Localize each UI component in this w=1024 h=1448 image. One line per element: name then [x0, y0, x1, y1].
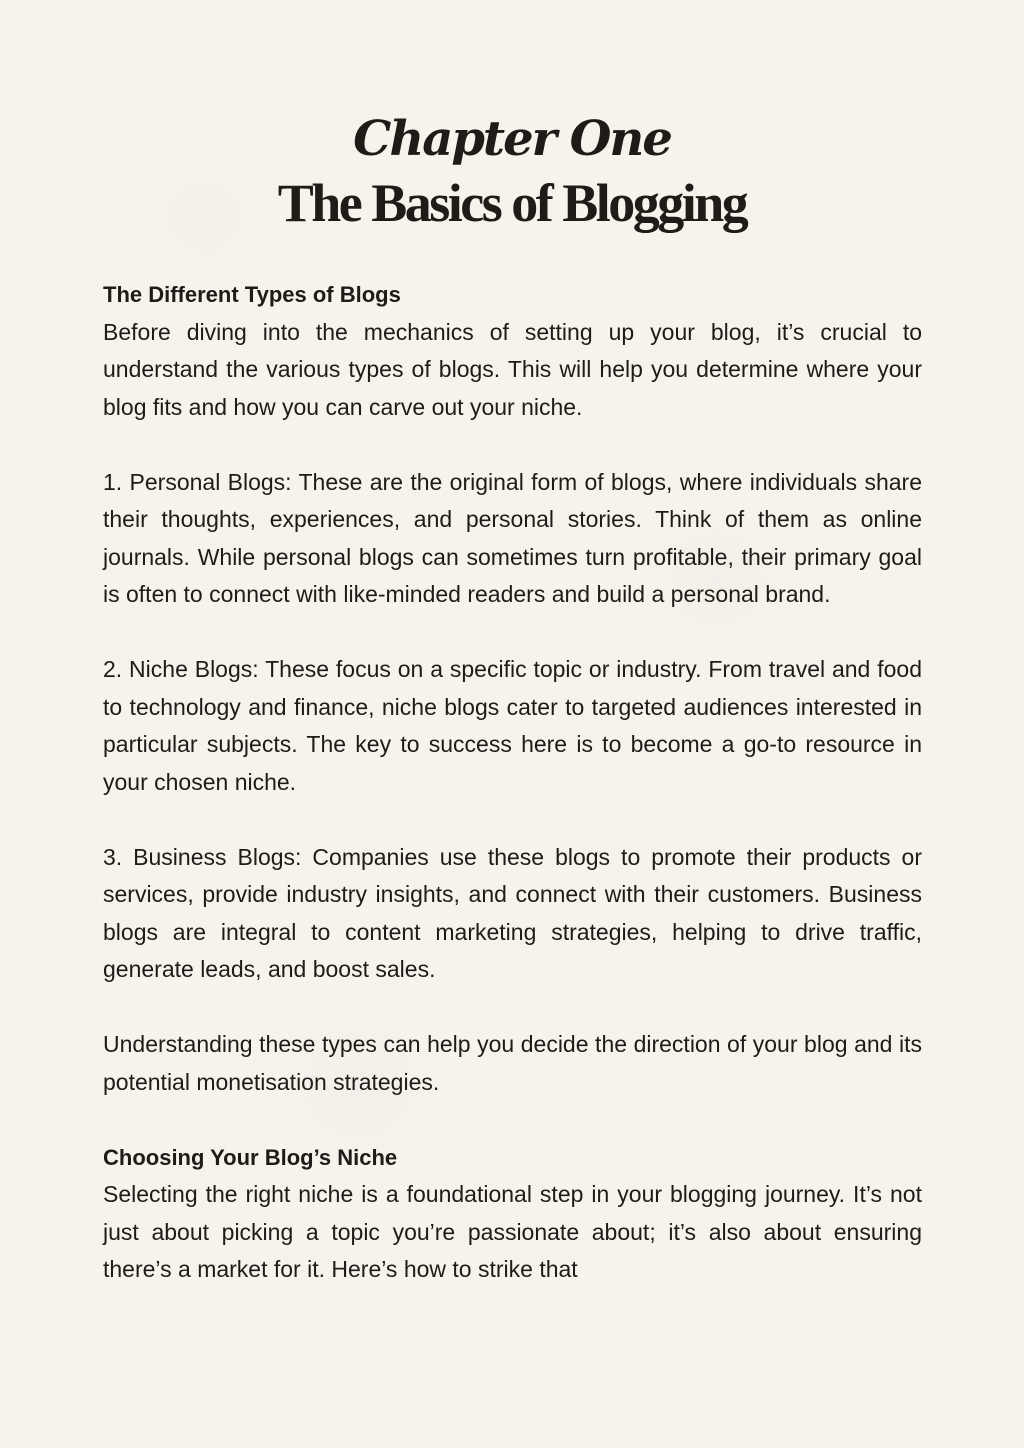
paragraph-niche-blogs: 2. Niche Blogs: These focus on a specific topic or industry. From travel and food to technology and finance, niche blogs cater to targeted audiences interested in particular subjects. The key to success here is to become a go-to resource in your chosen niche. [103, 656, 922, 795]
paragraph-spacer [103, 1101, 922, 1139]
paragraph-niche-intro: Selecting the right niche is a foundational step in your blogging journey. It’s not just about picking a topic you’re passionate about; it’s also about ensuring there’s a market for it. Here’s how to strike that [103, 1181, 922, 1282]
chapter-title: The Basics of Blogging [277, 173, 747, 233]
paragraph-spacer [103, 614, 922, 652]
paragraph-types-intro: Before diving into the mechanics of setting up your blog, it’s crucial to understand the various types of blogs. This will help you determine where your blog fits and how you can carve out your niche. [103, 318, 922, 420]
paragraph-business-blogs: 3. Business Blogs: Companies use these blogs to promote their products or services, provide industry insights, and connect with their customers. Business blogs are integral to content marketing strategies, helping to drive traffic, generate leads, and boost sales. [103, 843, 922, 982]
paragraph-spacer [103, 989, 922, 1027]
chapter-header [0, 108, 1024, 236]
paragraph-types-summary: Understanding these types can help you decide the direction of your blog and its potential monetisation strategies. [103, 1031, 922, 1095]
section-heading-choosing-niche: Choosing Your Blog’s Niche [103, 1144, 398, 1170]
chapter-label: Chapter One [353, 111, 671, 167]
paragraph-spacer [103, 426, 922, 464]
chapter-body [103, 276, 922, 1289]
paragraph-personal-blogs: 1. Personal Blogs: These are the original form of blogs, where individuals share their thoughts, experiences, and personal stories. Think of them as online journals. While personal blogs can sometimes turn profitable, their primary goal is often to connect with like-minded readers and build a personal brand. [103, 468, 922, 607]
section-heading-types-of-blogs: The Different Types of Blogs [103, 282, 401, 307]
paragraph-spacer [103, 801, 922, 839]
